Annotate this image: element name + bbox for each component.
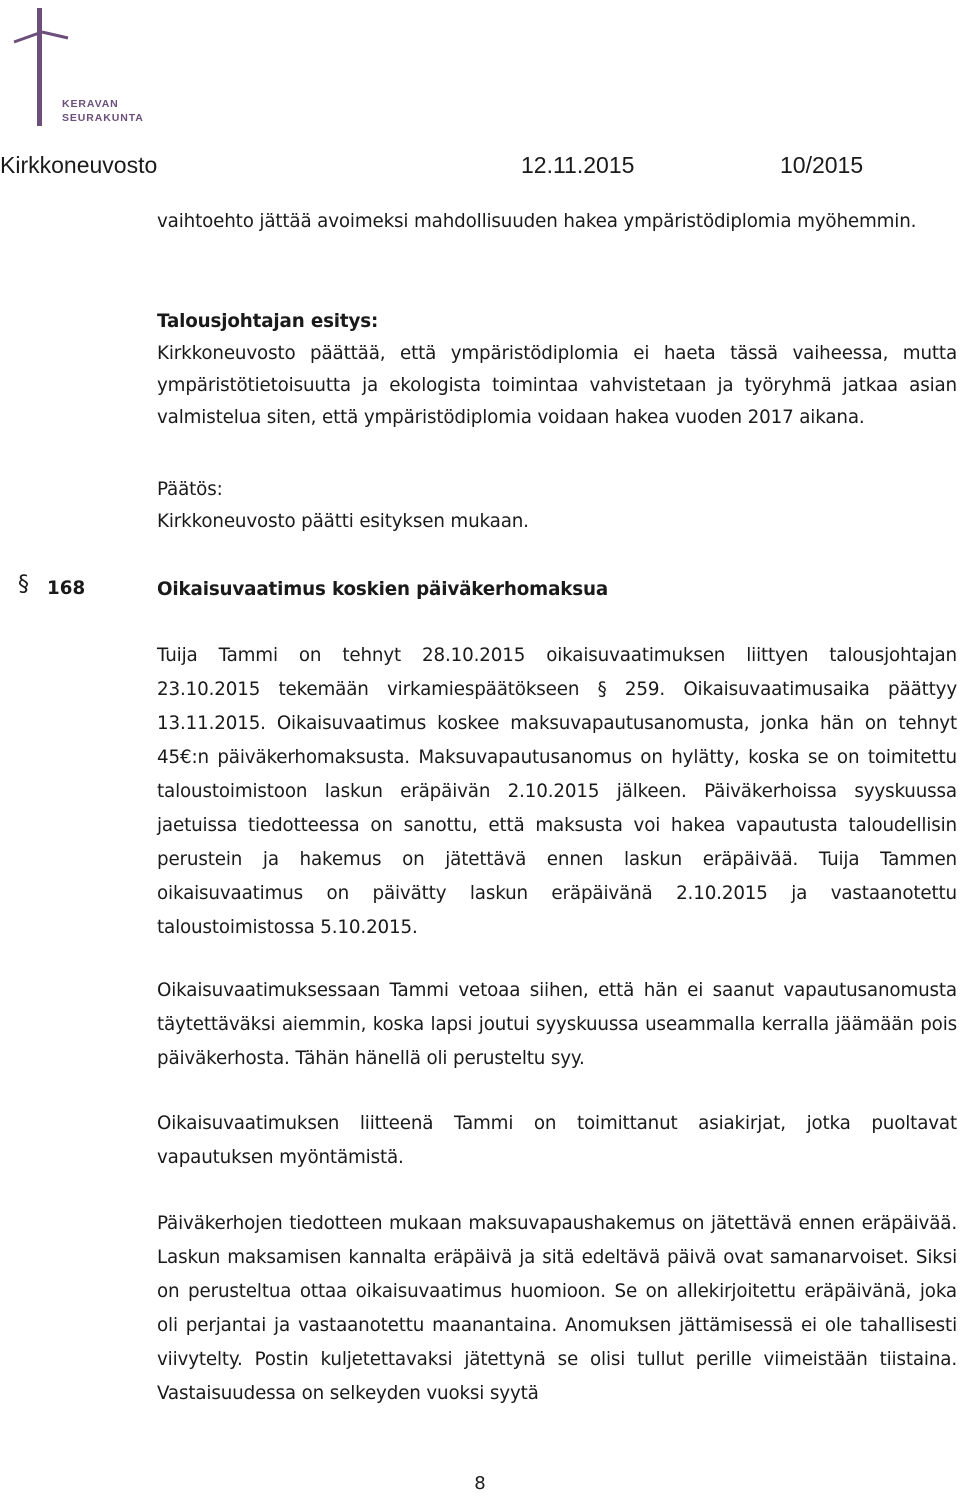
paragraph-2: Oikaisuvaatimuksessaan Tammi vetoaa siihen, että hän ei saanut vapautusanomusta täytettäväksi aiemmin, koska lapsi joutui syyskuussa useammalla kerralla jäämään pois päiväkerhosta. Tähän hänellä oli perusteltu syy. — [157, 980, 957, 1069]
logo-line-1: KERAVAN — [62, 98, 119, 110]
logo-line-2: SEURAKUNTA — [62, 112, 144, 124]
header-organ: Kirkkoneuvosto — [0, 152, 158, 178]
section-number: 168 — [47, 578, 86, 599]
section-symbol: § — [18, 572, 29, 597]
proposal-heading: Talousjohtajan esitys: — [157, 311, 379, 332]
paragraph-2-wrap — [157, 974, 957, 1076]
proposal-text: Kirkkoneuvosto päättää, että ympäristödiplomia ei haeta tässä vaiheessa, mutta ympäristötietoisuutta ja ekologista toimintaa vahvistetaan ja työryhmä jatkaa asian valmistelua siten, että ympäristödiplomia voidaan hakea vuoden 2017 aikana. — [157, 343, 957, 428]
section-title: Oikaisuvaatimus koskien päiväkerhomaksua — [157, 579, 609, 600]
header-date: 12.11.2015 — [521, 152, 635, 178]
header-meeting-number: 10/2015 — [780, 152, 864, 178]
paragraph-1-wrap — [157, 639, 957, 945]
paragraph-1: Tuija Tammi on tehnyt 28.10.2015 oikaisuvaatimuksen liittyen talousjohtajan 23.10.2015 tekemään virkamiespäätökseen § 259. Oikaisuvaatimusaika päättyy 13.11.2015. Oikaisuvaatimus koskee maksuvapautusanomusta, jonka hän on tehnyt 45€:n päiväkerhomaksusta. Maksuvapautusanomus on hylätty, koska se on toimitettu taloustoimistoon laskun eräpäivän 2.10.2015 jälkeen. Päiväkerhoissa syyskuussa jaetuissa tiedotteessa on sanottu, että maksusta voi hakea vapautusta taloudellisin perustein ja hakemus on jätettävä ennen laskun eräpäivää. Tuija Tammen oikaisuvaatimus on päivätty laskun eräpäivänä 2.10.2015 ja vastaanotettu taloustoimistossa 5.10.2015. — [157, 645, 957, 938]
section-title-wrap — [157, 573, 957, 607]
page-number: 8 — [474, 1473, 486, 1494]
intro-paragraph: vaihtoehto jättää avoimeksi mahdollisuuden hakea ympäristödiplomia myöhemmin. — [157, 211, 917, 232]
paragraph-4: Päiväkerhojen tiedotteen mukaan maksuvapaushakemus on jätettävä ennen eräpäivää. Laskun maksamisen kannalta eräpäivä ja sitä edeltävä päivä ovat samanarvoiset. Siksi on perusteltua ottaa oikaisuvaatimus huomioon. Se on allekirjoitettu eräpäivänä, joka oli perjantai ja vastaanotettu maanantaina. Anomuksen jättämisessä ei ole tahallisesti viivytelty. Postin kuljetettavaksi jätettynä se olisi tullut perille viimeistään tiistaina. Vastaisuudessa on selkeyden vuoksi syytä — [157, 1213, 957, 1404]
intro-section — [157, 205, 957, 239]
decision-text: Kirkkoneuvosto päätti esityksen mukaan. — [157, 511, 529, 532]
paragraph-3: Oikaisuvaatimuksen liitteenä Tammi on toimittanut asiakirjat, jotka puoltavat vapautuksen myöntämistä. — [157, 1113, 957, 1168]
paragraph-3-wrap — [157, 1107, 957, 1175]
document-header — [0, 152, 960, 182]
proposal-section — [157, 306, 957, 434]
parish-logo — [8, 6, 144, 136]
decision-section — [157, 474, 957, 538]
paragraph-4-wrap — [157, 1207, 957, 1411]
decision-heading: Päätös: — [157, 479, 223, 500]
